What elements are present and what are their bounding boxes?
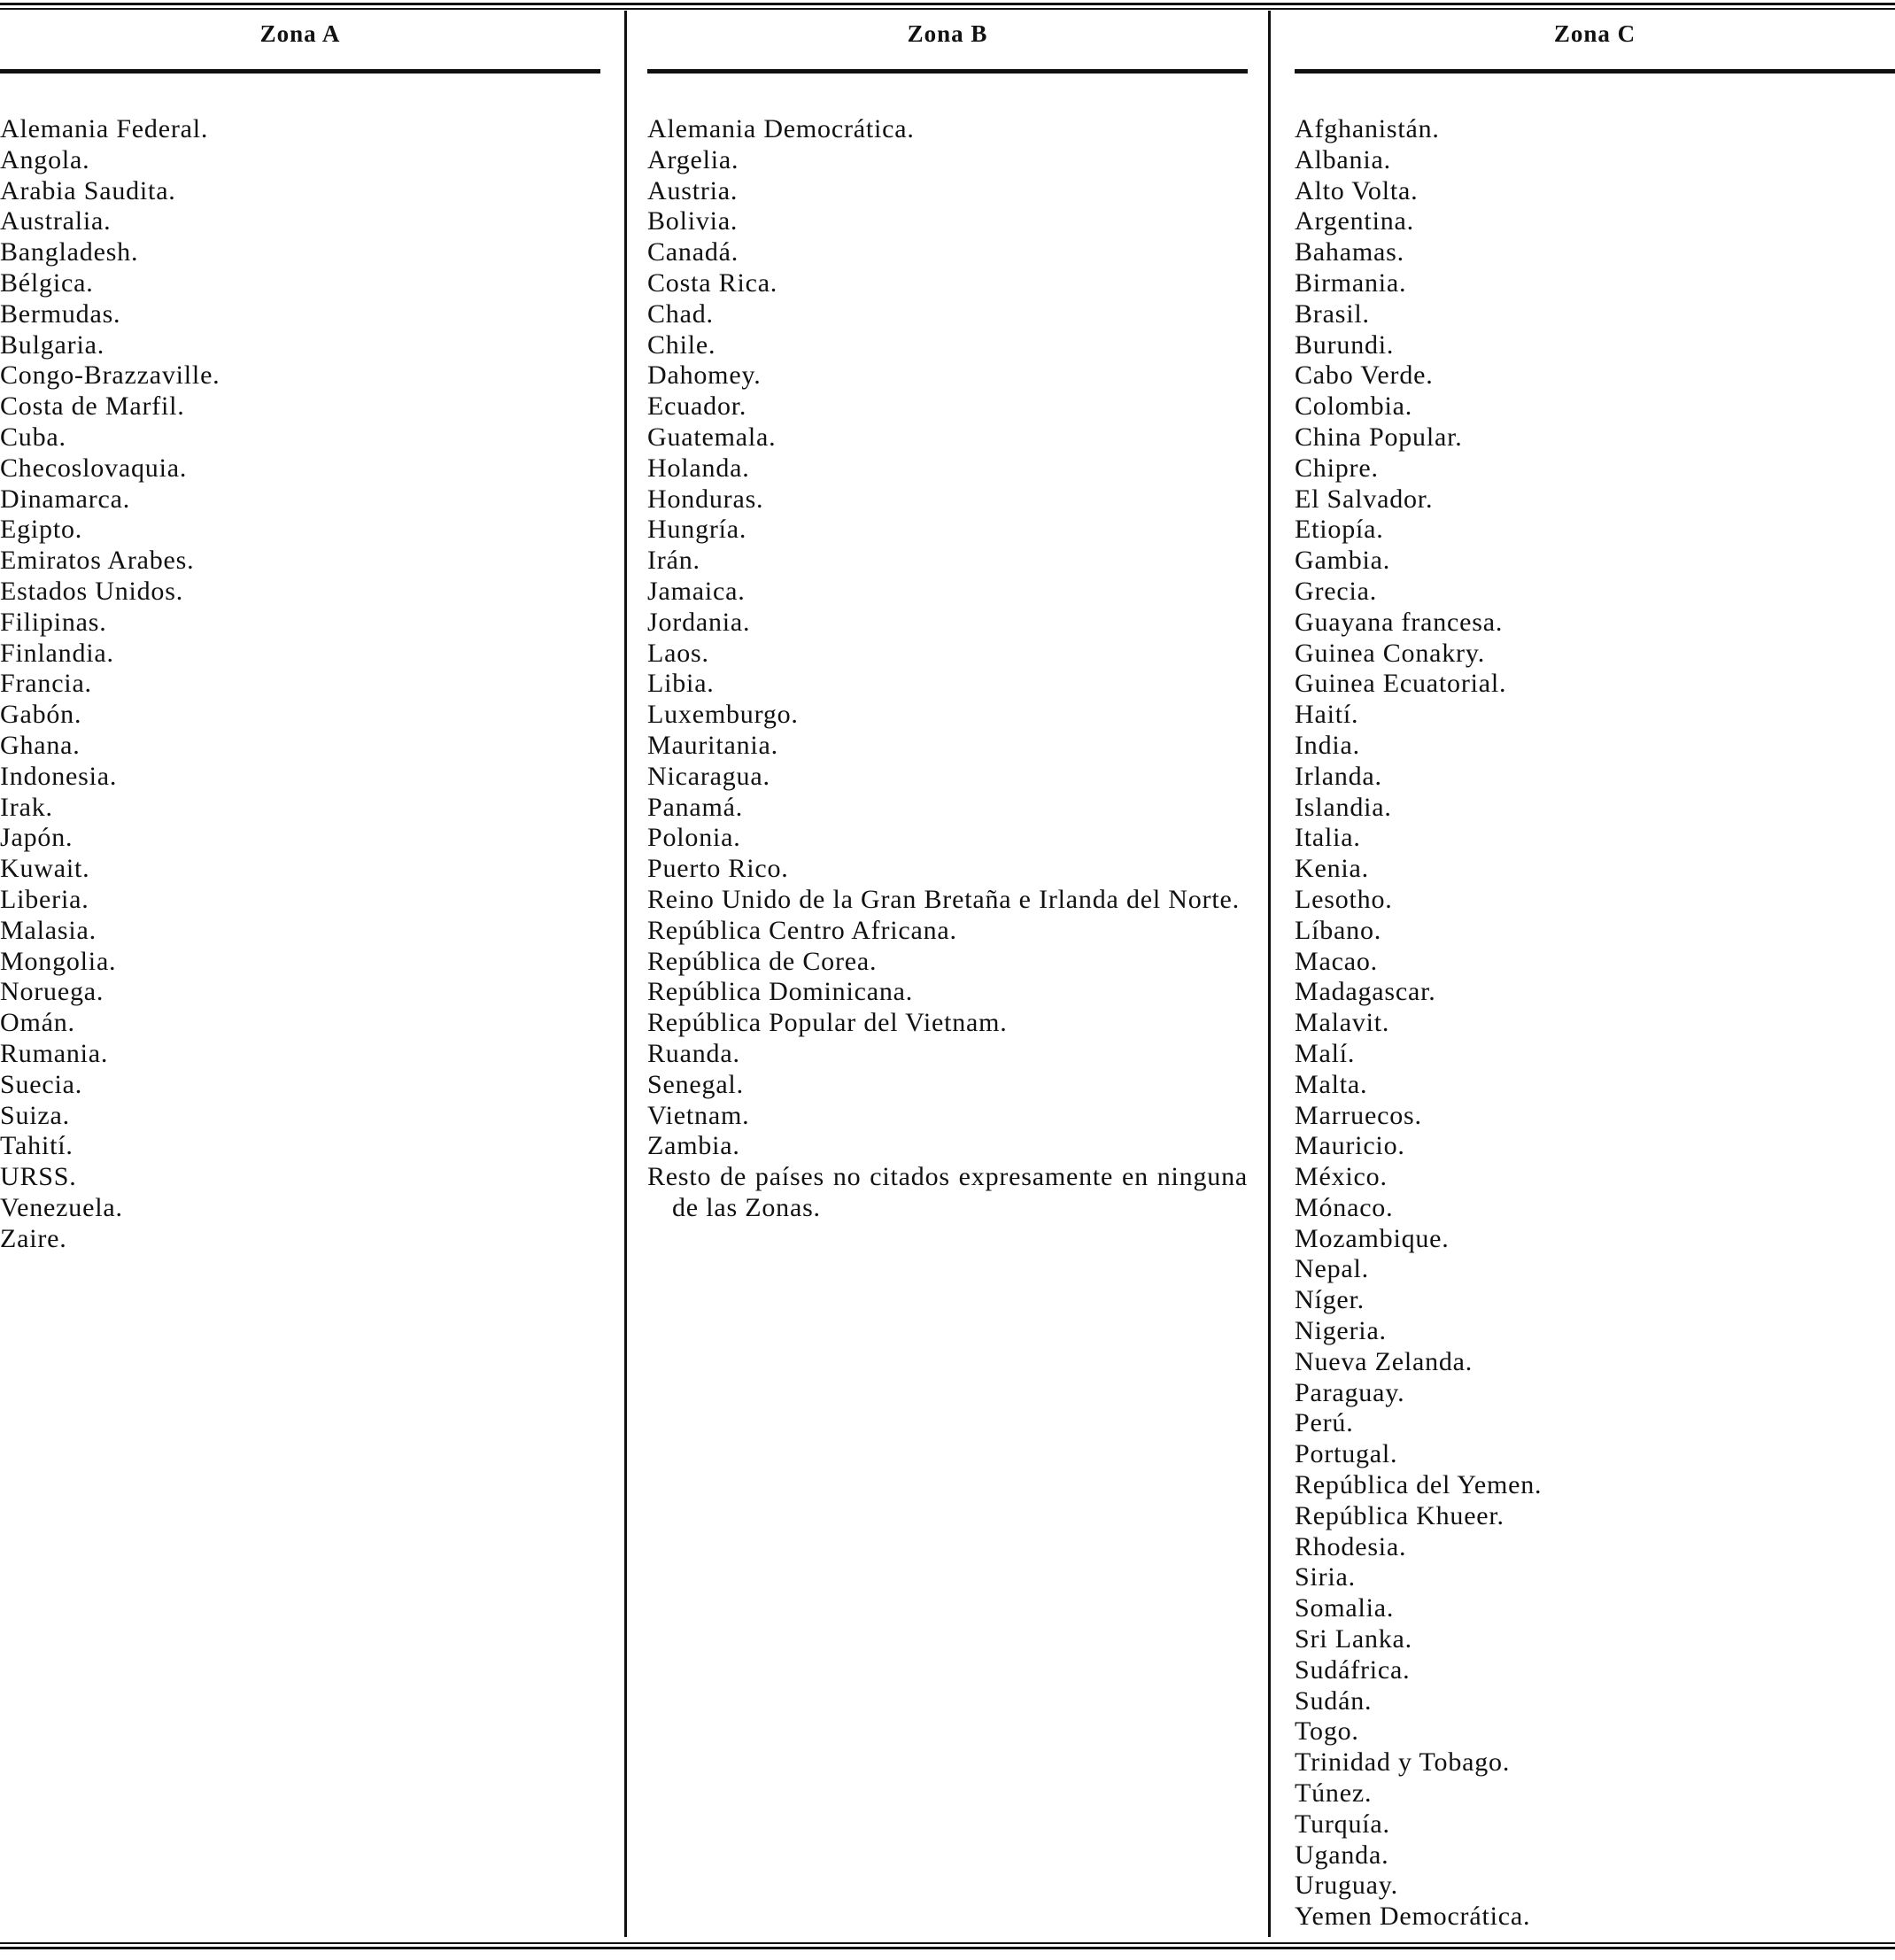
country-item: Bahamas. — [1295, 237, 1404, 267]
country-item: Níger. — [1295, 1285, 1365, 1315]
country-item: Canadá. — [647, 237, 739, 267]
zone-a-heading: Zona A — [259, 20, 341, 47]
country-item: Cuba. — [0, 422, 66, 452]
country-item: Suecia. — [0, 1069, 83, 1099]
country-item: India. — [1295, 730, 1360, 760]
country-item: Austria. — [647, 175, 739, 205]
country-item: Islandia. — [1295, 792, 1392, 822]
country-item: Malavit. — [1295, 1008, 1390, 1038]
country-item: Nigeria. — [1295, 1316, 1387, 1346]
country-item: Chipre. — [1295, 453, 1379, 483]
zone-a-country-list — [0, 114, 600, 1254]
country-item: Nueva Zelanda. — [1295, 1346, 1473, 1376]
country-item: Uganda. — [1295, 1840, 1389, 1870]
country-item: Trinidad y Tobago. — [1295, 1747, 1511, 1778]
country-item: Honduras. — [647, 484, 764, 514]
country-item: Finlandia. — [0, 638, 114, 668]
country-item: República Centro Africana. — [647, 915, 957, 945]
country-item: Kenia. — [1295, 854, 1369, 884]
zone-a-column — [0, 18, 600, 1254]
column-separator-bc — [1268, 11, 1271, 1937]
country-item: Congo-Brazzaville. — [0, 360, 220, 391]
country-item: Guinea Ecuatorial. — [1295, 669, 1507, 699]
country-item: Laos. — [647, 638, 709, 668]
country-item: Lesotho. — [1295, 884, 1393, 914]
country-item: Rumania. — [0, 1038, 109, 1068]
country-item: Tahití. — [0, 1131, 73, 1161]
country-item: Irak. — [0, 792, 53, 822]
country-item: Argentina. — [1295, 206, 1414, 236]
country-item: Turquía. — [1295, 1809, 1390, 1839]
country-item: Angola. — [0, 144, 90, 174]
country-item: Luxemburgo. — [647, 700, 799, 730]
country-item: Libia. — [647, 669, 715, 699]
country-item: Alto Volta. — [1295, 175, 1419, 205]
country-item: Costa Rica. — [647, 267, 778, 298]
country-item: Omán. — [0, 1008, 75, 1038]
country-item: Gambia. — [1295, 546, 1391, 576]
zone-c-column — [1295, 18, 1895, 1933]
country-item: Senegal. — [647, 1069, 744, 1099]
country-item: Siria. — [1295, 1562, 1356, 1592]
country-item: Marruecos. — [1295, 1100, 1422, 1130]
country-item: Madagascar. — [1295, 977, 1436, 1007]
country-item: Yemen Democrática. — [1295, 1902, 1531, 1932]
country-item: Afghanistán. — [1295, 114, 1440, 143]
country-item: Jordania. — [647, 607, 751, 637]
zone-c-heading: Zona C — [1553, 20, 1636, 47]
top-rule-inner — [0, 8, 1895, 10]
country-item: Japón. — [0, 823, 73, 853]
country-item: Ruanda. — [647, 1038, 740, 1068]
country-item: Túnez. — [1295, 1778, 1373, 1809]
country-item: Hungría. — [647, 515, 747, 545]
country-item: Holanda. — [647, 453, 750, 483]
country-item: Uruguay. — [1295, 1871, 1398, 1901]
country-item: Egipto. — [0, 515, 83, 545]
country-item: Sri Lanka. — [1295, 1624, 1412, 1654]
country-item: Mongolia. — [0, 946, 117, 976]
country-item: Bermudas. — [0, 298, 121, 329]
bottom-rule-outer — [0, 1947, 1895, 1949]
country-item: Emiratos Arabes. — [0, 546, 195, 576]
country-item: Bolivia. — [647, 206, 739, 236]
country-item: Kuwait. — [0, 854, 90, 884]
country-item: Puerto Rico. — [647, 854, 789, 884]
country-item: Vietnam. — [647, 1100, 750, 1130]
country-item: Burundi. — [1295, 329, 1395, 360]
country-item: Guinea Conakry. — [1295, 638, 1485, 668]
country-item: Dinamarca. — [0, 484, 131, 514]
country-item: Macao. — [1295, 946, 1378, 976]
country-item: Guatemala. — [647, 422, 777, 452]
country-item: Malí. — [1295, 1038, 1356, 1068]
country-item: República Dominicana. — [647, 977, 914, 1007]
country-item: Checoslovaquia. — [0, 453, 188, 483]
country-item: Estados Unidos. — [0, 576, 183, 606]
country-item: Chile. — [647, 329, 716, 360]
country-item: Bulgaria. — [0, 329, 105, 360]
country-item: Venezuela. — [0, 1192, 123, 1222]
country-item: México. — [1295, 1162, 1388, 1192]
country-item: Liberia. — [0, 884, 89, 914]
zone-c-country-list — [1295, 114, 1895, 1933]
country-item: Indonesia. — [0, 761, 118, 791]
country-item: Panamá. — [647, 792, 744, 822]
country-item: Nicaragua. — [647, 761, 770, 791]
country-item: Argelia. — [647, 144, 739, 174]
country-item: Mauritania. — [647, 730, 778, 760]
country-item: República Khueer. — [1295, 1500, 1504, 1530]
country-item: Zaire. — [0, 1223, 67, 1253]
country-item: Chad. — [647, 298, 714, 329]
country-item: Gabón. — [0, 700, 82, 730]
country-item: Resto de países no citados expresamente en ninguna de las Zonas. — [647, 1162, 1248, 1222]
country-item: Polonia. — [647, 823, 741, 853]
country-item: El Salvador. — [1295, 484, 1434, 514]
country-item: Birmania. — [1295, 267, 1407, 298]
country-item: Grecia. — [1295, 576, 1378, 606]
country-item: Reino Unido de la Gran Bretaña e Irlanda del Norte. — [647, 884, 1240, 914]
country-item: Colombia. — [1295, 391, 1413, 422]
country-item: Irán. — [647, 546, 700, 576]
country-item: Costa de Marfil. — [0, 391, 185, 422]
country-item: Dahomey. — [647, 360, 762, 391]
country-item: Paraguay. — [1295, 1377, 1405, 1407]
country-item: Brasil. — [1295, 298, 1370, 329]
zone-c-heading-rule — [1295, 69, 1895, 74]
country-item: Togo. — [1295, 1716, 1359, 1747]
country-item: Malasia. — [0, 915, 97, 945]
country-item: Italia. — [1295, 823, 1361, 853]
country-item: República del Yemen. — [1295, 1470, 1543, 1500]
country-item: República de Corea. — [647, 946, 878, 976]
country-item: Ecuador. — [647, 391, 747, 422]
country-item: Líbano. — [1295, 915, 1382, 945]
country-item: Jamaica. — [647, 576, 746, 606]
country-item: Rhodesia. — [1295, 1531, 1407, 1561]
country-item: Cabo Verde. — [1295, 360, 1434, 391]
country-item: Sudán. — [1295, 1685, 1373, 1716]
country-item: URSS. — [0, 1162, 77, 1192]
zone-b-column — [647, 18, 1248, 1224]
country-item: República Popular del Vietnam. — [647, 1008, 1008, 1038]
country-item: Zambia. — [647, 1131, 740, 1161]
country-item: Filipinas. — [0, 607, 107, 637]
zone-b-heading-rule — [647, 69, 1248, 74]
top-rule-outer — [0, 3, 1895, 5]
country-item: Mónaco. — [1295, 1192, 1394, 1222]
country-item: Alemania Federal. — [0, 114, 209, 143]
country-item: Bélgica. — [0, 267, 94, 298]
country-item: Portugal. — [1295, 1439, 1398, 1469]
country-item: Malta. — [1295, 1069, 1368, 1099]
country-item: Sudáfrica. — [1295, 1654, 1411, 1685]
country-item: Ghana. — [0, 730, 81, 760]
country-item: Suiza. — [0, 1100, 70, 1130]
country-item: Albania. — [1295, 144, 1391, 174]
zone-b-country-list — [647, 114, 1248, 1224]
country-item: Guayana francesa. — [1295, 607, 1504, 637]
zone-a-heading-rule — [0, 69, 600, 74]
country-item: Somalia. — [1295, 1593, 1395, 1623]
country-item: Etiopía. — [1295, 515, 1384, 545]
country-item: China Popular. — [1295, 422, 1463, 452]
country-item: Noruega. — [0, 977, 104, 1007]
country-item: Mozambique. — [1295, 1223, 1450, 1253]
bottom-rule-inner — [0, 1942, 1895, 1944]
country-item: Alemania Democrática. — [647, 114, 915, 143]
country-item: Irlanda. — [1295, 761, 1382, 791]
country-item: Bangladesh. — [0, 237, 139, 267]
column-separator-ab — [624, 11, 627, 1937]
country-item: Perú. — [1295, 1408, 1354, 1438]
country-item: Nepal. — [1295, 1254, 1369, 1284]
country-item: Australia. — [0, 206, 112, 236]
country-item: Arabia Saudita. — [0, 175, 176, 205]
country-item: Francia. — [0, 669, 92, 699]
zone-b-heading: Zona B — [907, 20, 988, 47]
country-item: Mauricio. — [1295, 1131, 1405, 1161]
country-item: Haití. — [1295, 700, 1359, 730]
